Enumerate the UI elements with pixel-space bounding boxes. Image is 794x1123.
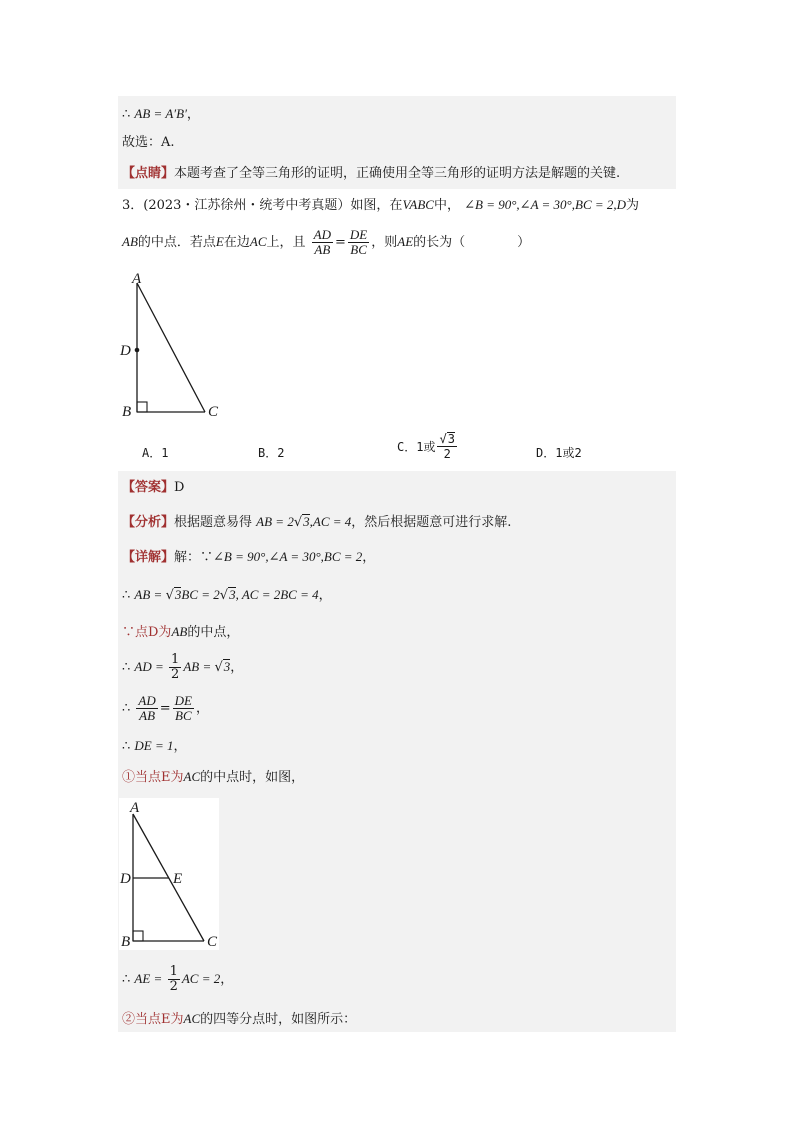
expr: ,AC = 4 [309, 514, 352, 529]
sqrt-sign: √ [165, 588, 174, 603]
denominator: 2 [171, 667, 180, 682]
equals: = [159, 701, 171, 716]
answer-tag: 【答案】 [122, 480, 175, 495]
choice-line: 故选：A. [122, 135, 175, 150]
numerator: DE [174, 693, 193, 708]
label-c: C [207, 934, 218, 950]
var: E [215, 234, 224, 249]
text: 在边 [223, 235, 250, 250]
numerator: 1 [169, 964, 178, 979]
expr: AE = [134, 971, 166, 986]
var: AC [183, 1011, 201, 1026]
answer-line [122, 479, 184, 497]
fraction-ad-ab [136, 694, 157, 723]
expr: AD = [134, 659, 168, 674]
fraction-half [169, 653, 181, 682]
therefore-symbol: ∴ [122, 739, 131, 754]
option-b[interactable]: B．2 [258, 446, 285, 460]
expr: AB = [183, 659, 215, 674]
text: 的中点， [187, 625, 240, 640]
sqrt-sign: √ [293, 515, 303, 530]
text: 为 [626, 198, 640, 213]
text: ①当点E为 [122, 770, 184, 785]
label-d: D [120, 343, 131, 359]
step-de [122, 737, 187, 756]
numerator: √3 [439, 432, 455, 446]
analysis-line [122, 513, 511, 532]
var: AB [171, 624, 188, 639]
case-2 [122, 1010, 356, 1029]
expr: AB = [134, 587, 166, 602]
expr: BC = 2 [181, 587, 220, 602]
punct: ， [220, 972, 234, 987]
punct: ， [230, 660, 244, 675]
numerator: DE [349, 227, 368, 242]
sqrt-arg: 3 [223, 659, 231, 674]
question-line-1 [122, 196, 639, 215]
therefore-symbol: ∴ [122, 660, 131, 675]
punct: ， [362, 550, 376, 565]
fraction-de-bc [173, 694, 194, 723]
equals: = [335, 235, 346, 250]
sqrt-arg: 3 [229, 587, 236, 602]
text: 上，且 [266, 235, 306, 250]
denominator: BC [175, 708, 192, 723]
step-midpoint [122, 623, 239, 642]
sqrt-arg: 3 [174, 587, 182, 602]
figure-triangle-abd [110, 265, 230, 425]
text: 解：∵ [174, 550, 214, 565]
figure-triangle-de [119, 798, 219, 950]
label-d: D [120, 871, 131, 887]
expr: DE = 1 [134, 738, 174, 753]
step-ae [122, 962, 233, 997]
fraction-ad-ab [312, 228, 333, 257]
step-ratio [122, 692, 209, 726]
text: 的四等分点时，如图所示： [200, 1012, 357, 1027]
sqrt-arg: 3 [447, 432, 455, 446]
sqrt-sign: √ [219, 588, 229, 603]
var: AE [397, 234, 414, 249]
text: ，则 [371, 235, 398, 250]
fraction-half [168, 965, 180, 994]
var: AB [122, 234, 138, 249]
expr: ∠B = 90°,∠A = 30°,BC = 2 [213, 549, 363, 564]
denominator: 2 [443, 447, 451, 461]
conclusion-line [122, 105, 200, 124]
text: ②当点E为 [122, 1012, 184, 1027]
denominator: 2 [169, 979, 178, 994]
text: ∵点D为 [122, 625, 172, 640]
conditions: ∠B = 90°,∠A = 30°,BC = 2,D [464, 197, 627, 212]
expr: AB = 2 [256, 514, 294, 529]
numerator: AD [313, 227, 331, 242]
option-c[interactable] [397, 432, 459, 461]
therefore-symbol: ∴ [122, 972, 131, 987]
label-c: C [208, 404, 219, 420]
analysis-tag: 【分析】 [122, 515, 175, 530]
denominator: AB [314, 242, 331, 257]
punct: ， [318, 588, 332, 603]
text: 中， [433, 198, 460, 213]
expr: AC = 2 [181, 971, 221, 986]
label-a: A [132, 271, 142, 287]
therefore-symbol: ∴ [122, 107, 131, 122]
answer-value: D [174, 480, 185, 495]
question-source: 3．(2023・江苏徐州・统考中考真题）如图，在 [122, 198, 403, 213]
because-symbol: ∴ [122, 701, 131, 716]
label-b: B [121, 934, 131, 950]
text: 根据题意易得 [174, 515, 253, 530]
option-c-text: C．1或 [397, 440, 436, 454]
text: 的长为（ ） [413, 235, 531, 250]
option-a[interactable]: A．1 [142, 446, 169, 460]
text: ，然后根据题意可进行求解. [351, 515, 512, 530]
label-a: A [130, 800, 140, 816]
punct: ， [173, 739, 187, 754]
var: AC [183, 769, 201, 784]
comment-text: 本题考查了全等三角形的证明，正确使用全等三角形的证明方法是解题的关键. [174, 166, 621, 181]
question-line-2 [122, 225, 530, 260]
comment-line [122, 165, 620, 183]
detail-line [122, 548, 375, 567]
expr: AB = A′B′ [134, 106, 187, 121]
punct: ， [186, 107, 200, 122]
numerator: 1 [171, 652, 180, 667]
case-1 [122, 768, 304, 787]
option-d[interactable]: D．1或2 [536, 446, 582, 460]
triangle-name: VABC [402, 197, 434, 212]
label-e: E [173, 871, 183, 887]
step-ab-ac [122, 586, 332, 605]
step-ad [122, 650, 243, 685]
option-c-fraction [437, 432, 456, 461]
fraction-de-bc [348, 228, 369, 257]
detail-tag: 【详解】 [122, 550, 175, 565]
text: 的中点．若点 [137, 235, 216, 250]
denominator: AB [139, 708, 156, 723]
sqrt-sign: √ [214, 660, 223, 675]
comment-tag: 【点睛】 [122, 166, 175, 181]
denominator: BC [350, 242, 367, 257]
label-b: B [122, 404, 132, 420]
expr: , AC = 2BC = 4 [235, 587, 319, 602]
sqrt-arg: 3 [303, 514, 310, 529]
numerator: AD [138, 693, 156, 708]
text: 的中点时，如图， [200, 770, 305, 785]
therefore-symbol: ∴ [122, 588, 131, 603]
var: AC [249, 234, 267, 249]
punct: ， [196, 701, 210, 716]
